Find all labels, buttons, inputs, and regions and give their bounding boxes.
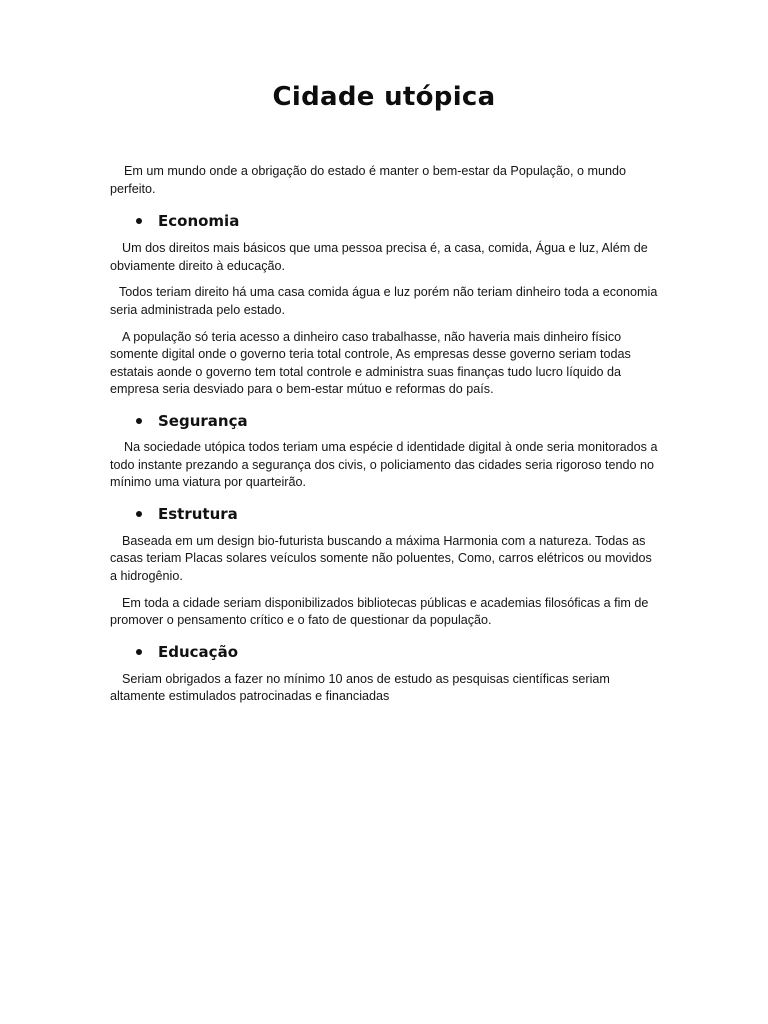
paragraph: Na sociedade utópica todos teriam uma espécie d identidade digital à onde seria monitorados a todo instante prezando a segurança dos civis, o policiamento das cidades seria rigoroso tendo no mínimo uma viatura por quarteirão.: [110, 439, 658, 490]
section-heading-seguranca: [110, 410, 662, 432]
section-heading-educacao: [110, 641, 662, 663]
paragraph: Todos teriam direito há uma casa comida água e luz porém não teriam dinheiro toda a economia seria administrada pelo estado.: [110, 285, 658, 317]
section-heading-estrutura: [110, 503, 662, 525]
bullet-icon: [136, 649, 142, 655]
section-heading-text: Economia: [158, 212, 240, 231]
bullet-icon: [136, 418, 142, 424]
paragraph: Em toda a cidade seriam disponibilizados bibliotecas públicas e academias filosóficas a fim de promover o pensamento crítico e o fato de questionar da população.: [110, 595, 649, 628]
paragraph: Baseada em um design bio-futurista buscando a máxima Harmonia com a natureza. Todas as casas teriam Placas solares veículos somente não poluentes, Como, carros elétricos ou movidos a hidrogênio.: [110, 533, 652, 583]
section-heading-text: Educação: [158, 642, 238, 661]
section-heading-text: Estrutura: [158, 504, 238, 523]
intro-paragraph: Em um mundo onde a obrigação do estado é manter o bem-estar da População, o mundo perfeito.: [110, 164, 626, 196]
document-title: Cidade utópica: [272, 82, 496, 112]
bullet-icon: [136, 218, 142, 224]
section-heading-economia: [110, 210, 662, 232]
paragraph: Um dos direitos mais básicos que uma pessoa precisa é, a casa, comida, Água e luz, Além de obviamente direito à educação.: [110, 241, 648, 273]
paragraph: A população só teria acesso a dinheiro caso trabalhasse, não haveria mais dinheiro físico somente digital onde o governo teria total controle, As empresas desse governo seriam todas estatais aonde o governo tem total controle e administra suas finanças tudo lucro líquido da empresa seria desviado para o bem-estar mútuo e reformas do país.: [110, 329, 631, 397]
document-body: [110, 163, 662, 706]
section-heading-text: Segurança: [158, 411, 248, 430]
bullet-icon: [136, 511, 142, 517]
paragraph: Seriam obrigados a fazer no mínimo 10 anos de estudo as pesquisas científicas seriam altamente estimulados patrocinadas e financiadas: [110, 671, 610, 704]
